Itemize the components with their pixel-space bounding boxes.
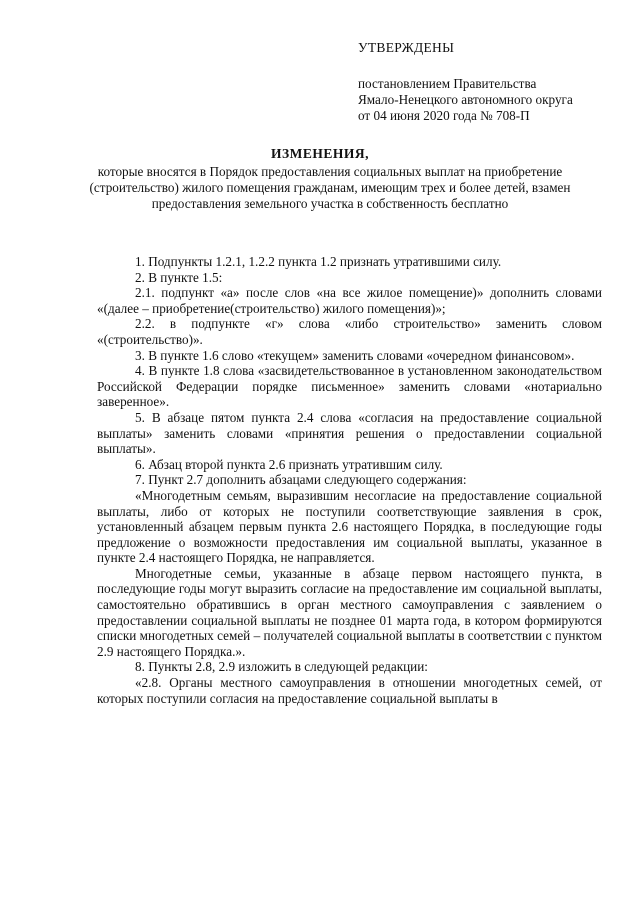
paragraph: 7. Пункт 2.7 дополнить абзацами следующего содержания:	[135, 472, 467, 488]
document-body	[97, 254, 602, 706]
paragraph: 5. В абзаце пятом пункта 2.4 слова «согласия на предоставление социальной выплаты» заменить словами «принятия решения о предоставлении социальной выплаты».	[97, 409, 602, 457]
paragraph: 8. Пункты 2.8, 2.9 изложить в следующей редакции:	[135, 659, 428, 675]
paragraph: «2.8. Органы местного самоуправления в отношении многодетных семей, от которых поступили согласия на предоставление социальной выплаты в	[97, 675, 602, 706]
paragraph: 3. В пункте 1.6 слово «текущем» заменить словами «очередном финансовом».	[135, 347, 575, 363]
approval-line-1: постановлением Правительства	[358, 76, 537, 91]
paragraph: «Многодетным семьям, выразившим несогласие на предоставление социальной выплаты, либо от которых не поступили соответствующие заявления в срок, установленный абзацем первым пункта 2.6 настоящего Порядка, в последующие годы предложение о возможности предоставления им социальной выплаты, указанное в пункте 2.4 настоящего Порядка, не направляется.	[97, 487, 602, 566]
approval-block	[358, 40, 628, 124]
paragraph: 4. В пункте 1.8 слова «засвидетельствованное в установленном законодательством Российской Федерации порядке письменное» заменить словами «нотариально заверенное».	[97, 363, 602, 410]
approval-line-3: от 04 июня 2020 года № 708-П	[358, 108, 530, 123]
approval-line-2: Ямало-Ненецкого автономного округа	[358, 92, 573, 107]
paragraph: 6. Абзац второй пункта 2.6 признать утратившим силу.	[135, 456, 443, 472]
paragraph: 2. В пункте 1.5:	[135, 269, 223, 285]
document-title: ИЗМЕНЕНИЯ,	[270, 146, 369, 161]
paragraph: 2.2. в подпункте «г» слова «либо строительство» заменить словом «(строительство)».	[97, 316, 602, 347]
approval-heading: УТВЕРЖДЕНЫ	[358, 40, 455, 55]
paragraph: Многодетные семьи, указанные в абзаце первом настоящего пункта, в последующие годы могут выразить согласие на предоставление им социальной выплаты, самостоятельно обратившись в орган местного самоуправления с заявлением о предоставлении социальной выплаты не позднее 01 марта года, в котором формируются списки многодетных семей – получателей социальной выплаты в соответствии с пунктом 2.9 настоящего Порядка.».	[97, 565, 602, 659]
paragraph: 2.1. подпункт «а» после слов «на все жилое помещение)» дополнить словами «(далее – приобретение(строительство) жилого помещения)»;	[97, 285, 602, 316]
document-subtitle: которые вносятся в Порядок предоставления социальных выплат на приобретение (строительство) жилого помещения гражданам, имеющим трех и более детей, взамен предоставления земельного участка в собственность бесплатно	[89, 164, 571, 211]
paragraph: 1. Подпункты 1.2.1, 1.2.2 пункта 1.2 признать утратившими силу.	[135, 254, 502, 269]
